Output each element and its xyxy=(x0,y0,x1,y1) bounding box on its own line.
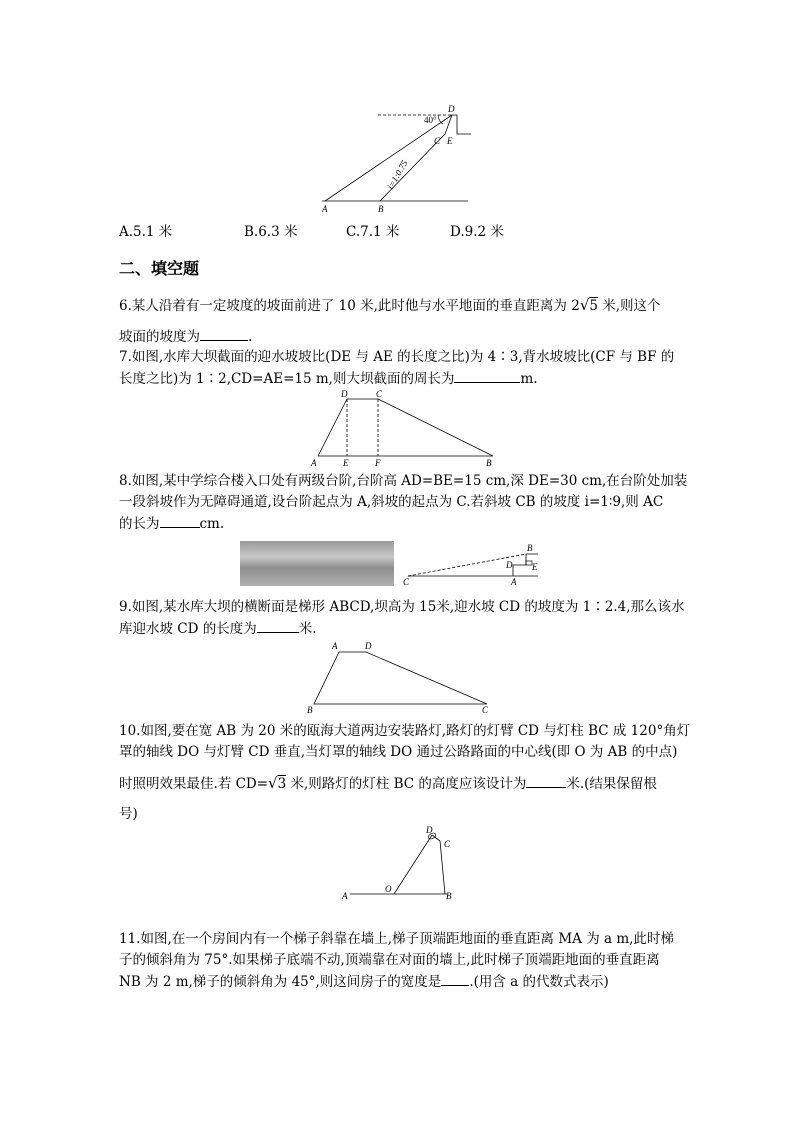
point-c: C xyxy=(403,577,410,587)
point-c: C xyxy=(376,389,383,399)
q6-line1: 6.某人沿着有一定坡度的坡面前进了 10 米,此时他与水平地面的垂直距离为 2√5 米,则这个 xyxy=(119,296,661,314)
point-d: D xyxy=(448,104,455,114)
q11-line3: NB 为 2 m,梯子的倾斜角为 45°,则这间房子的宽度是 .(用含 a 的代数式表示) xyxy=(119,974,609,990)
angle-label: 40° xyxy=(424,115,437,125)
q9-line1: 9.如图,某水库大坝的横断面是梯形 ABCD,坝高为 15米,迎水坡 CD 的坡度为 1∶2.4,那么该水 xyxy=(119,599,685,615)
point-d: D xyxy=(365,641,372,651)
trapezoid-figure-q9 xyxy=(302,640,497,715)
slope-figure-q5 xyxy=(315,100,480,215)
sqrt-radicand: 3 xyxy=(277,776,287,792)
point-a: A xyxy=(322,204,328,214)
entrance-photo xyxy=(240,541,394,586)
answer-blank xyxy=(160,515,200,528)
answer-blank xyxy=(257,620,299,633)
q11-line1: 11.如图,在一个房间内有一个梯子斜靠在墙上,梯子顶端距地面的垂直距离 MA 为 a m,此时梯 xyxy=(119,931,674,947)
dam-figure-q7 xyxy=(305,388,505,468)
option-d: D.9.2 米 xyxy=(450,224,504,240)
point-a: A xyxy=(342,891,348,901)
answer-blank xyxy=(526,775,566,788)
point-d: D xyxy=(506,560,513,570)
point-b: B xyxy=(486,458,492,468)
point-b: B xyxy=(446,891,452,901)
point-c: C xyxy=(434,136,441,146)
q10-line3: 时照明效果最佳.若 CD=√3 米,则路灯的灯柱 BC 的高度应该设计为 米.(结果保留根 xyxy=(119,774,657,792)
point-b: B xyxy=(527,543,533,553)
point-b: B xyxy=(307,705,313,715)
sqrt-sign: √ xyxy=(268,774,278,792)
point-b: B xyxy=(378,204,384,214)
q6-line2: 坡面的坡度为 . xyxy=(119,329,253,345)
point-c: C xyxy=(444,839,451,849)
option-b: B.6.3 米 xyxy=(244,224,298,240)
sqrt-sign: √ xyxy=(579,296,590,314)
point-a: A xyxy=(311,458,317,468)
q8-line2: 一段斜坡作为无障碍通道,设台阶起点为 A,斜坡的起点为 C.若斜坡 CB 的坡度 i=1∶9,则 AC xyxy=(119,494,664,510)
q9-line2: 库迎水坡 CD 的长度为 米. xyxy=(119,621,317,637)
sqrt-radicand: 5 xyxy=(589,298,598,314)
slope-label: i=1:0.75 xyxy=(385,158,410,191)
q8-line3: 的长为 cm. xyxy=(119,516,225,532)
answer-blank xyxy=(200,328,248,341)
answer-blank xyxy=(441,973,469,986)
answer-blank xyxy=(454,370,520,383)
point-c: C xyxy=(482,705,489,715)
q11-line2: 子的倾斜角为 75°.如果梯子底端不动,顶端靠在对面的墙上,此时梯子顶端距地面的垂直距离 xyxy=(119,952,660,968)
point-d: D xyxy=(426,825,433,835)
q7-line1: 7.如图,水库大坝截面的迎水坡坡比(DE 与 AE 的长度之比)为 4∶3,背水坡坡比(CF 与 BF 的 xyxy=(119,349,675,365)
point-d: D xyxy=(341,389,348,399)
streetlight-figure-q10 xyxy=(338,822,468,902)
point-o: O xyxy=(385,884,392,894)
point-a: A xyxy=(332,641,338,651)
q10-line2: 罩的轴线 DO 与灯臂 CD 垂直,当灯罩的轴线 DO 通过公路路面的中心线(即 O 为 AB 的中点) xyxy=(119,744,678,760)
point-e: E xyxy=(532,562,538,572)
point-e: E xyxy=(447,136,453,146)
q10-line4: 号) xyxy=(119,806,138,822)
option-c: C.7.1 米 xyxy=(346,224,400,240)
q7-line2: 长度之比)为 1∶2,CD=AE=15 m,则大坝截面的周长为 m. xyxy=(119,371,538,387)
q8-line1: 8.如图,某中学综合楼入口处有两级台阶,台阶高 AD=BE=15 cm,深 DE=30 cm,在台阶处加装 xyxy=(119,473,688,489)
option-a: A.5.1 米 xyxy=(119,224,173,240)
section-heading: 二、填空题 xyxy=(119,259,200,278)
point-a: A xyxy=(511,577,517,587)
point-f: F xyxy=(375,458,381,468)
ramp-figure-q8 xyxy=(398,543,553,588)
q10-line1: 10.如图,要在宽 AB 为 20 米的瓯海大道两边安装路灯,路灯的灯臂 CD 与灯柱 BC 成 120°角灯 xyxy=(119,723,691,739)
point-e: E xyxy=(343,458,349,468)
